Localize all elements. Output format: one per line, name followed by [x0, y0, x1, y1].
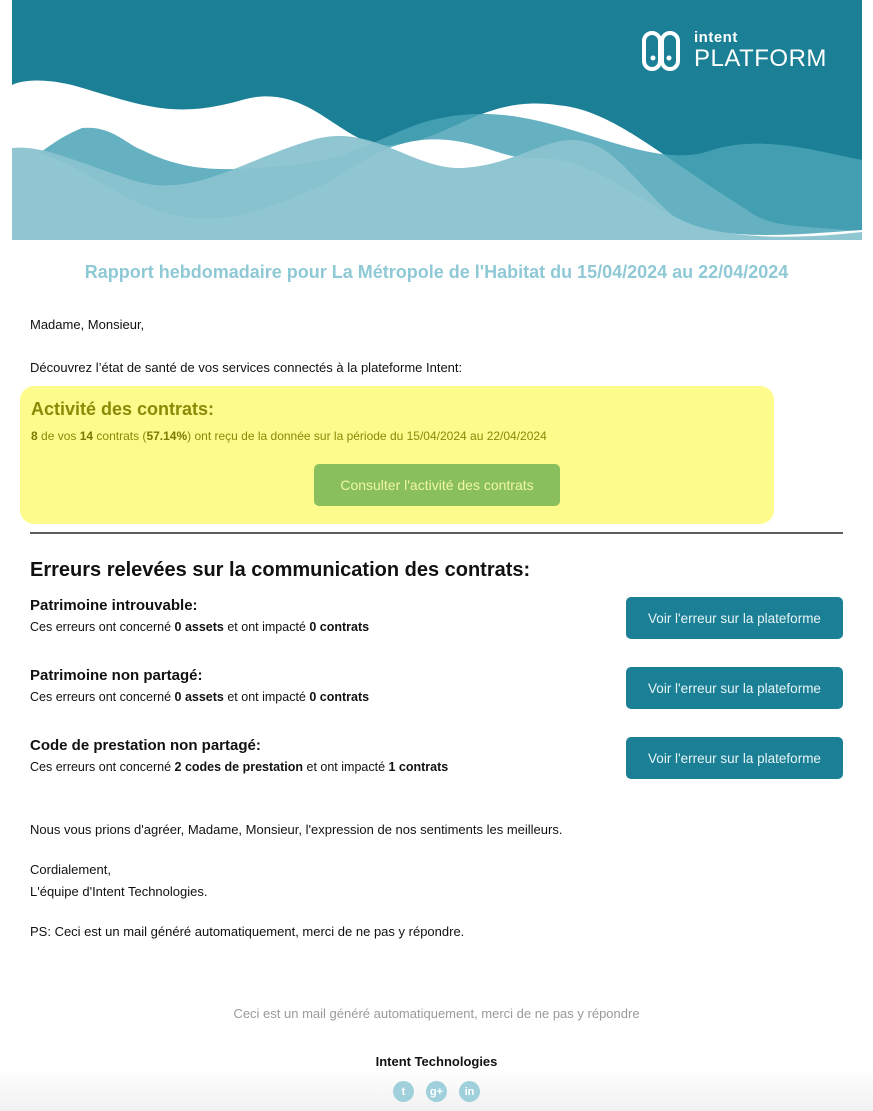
error-value: 0 contrats — [309, 690, 370, 704]
error-description — [30, 690, 369, 704]
error-item-code-prestation — [30, 737, 843, 779]
view-error-button[interactable]: Voir l'erreur sur la plateforme — [626, 667, 843, 709]
error-description — [30, 760, 448, 774]
report-title: Rapport hebdomadaire pour La Métropole de l'Habitat du 15/04/2024 au 22/04/2024 — [84, 262, 789, 282]
regards-text: Cordialement, — [30, 862, 111, 877]
error-item-patrimoine-introuvable — [30, 597, 843, 639]
signature-text: L'équipe d'Intent Technologies. — [30, 884, 208, 899]
error-title: Code de prestation non partagé: — [30, 737, 261, 754]
linkedin-icon[interactable]: in — [459, 1081, 480, 1102]
logo-text-intent: intent — [694, 29, 738, 46]
divider — [30, 532, 843, 534]
error-value: 0 assets — [174, 690, 224, 704]
twitter-icon[interactable]: t — [393, 1081, 414, 1102]
error-title: Patrimoine introuvable: — [30, 597, 198, 614]
footer-note: Ceci est un mail généré automatiquement, merci de ne pas y répondre — [233, 1006, 640, 1021]
contract-activity-card — [20, 386, 774, 524]
greeting: Madame, Monsieur, — [30, 317, 145, 332]
percent-value: 57.14% — [146, 429, 188, 443]
header-banner — [12, 0, 862, 240]
error-item-patrimoine-non-partage — [30, 667, 843, 709]
intent-platform-logo — [642, 30, 827, 71]
ps-text: PS: Ceci est un mail généré automatiquement, merci de ne pas y répondre. — [30, 924, 465, 939]
summary-text: ) ont reçu de la donnée sur la période du 15/04/2024 au 22/04/2024 — [187, 429, 547, 443]
error-text: et ont impacté — [223, 620, 310, 634]
social-links — [0, 1081, 873, 1102]
error-text: Ces erreurs ont concerné — [30, 690, 175, 704]
error-text: et ont impacté — [303, 760, 389, 774]
intent-logo-icon — [642, 31, 680, 71]
view-contract-activity-button[interactable]: Consulter l'activité des contrats — [314, 464, 560, 506]
error-description — [30, 620, 369, 634]
logo-text-platform: PLATFORM — [694, 45, 827, 72]
error-title: Patrimoine non partagé: — [30, 667, 203, 684]
received-count: 8 — [31, 429, 38, 443]
error-value: 1 contrats — [388, 760, 449, 774]
total-count: 14 — [79, 429, 94, 443]
error-text: Ces erreurs ont concerné — [30, 620, 175, 634]
activity-summary — [31, 429, 547, 443]
view-error-button[interactable]: Voir l'erreur sur la plateforme — [626, 597, 843, 639]
intro-text: Découvrez l’état de santé de vos services connectés à la plateforme Intent: — [30, 360, 463, 375]
google-plus-icon[interactable]: g+ — [426, 1081, 447, 1102]
view-error-button[interactable]: Voir l'erreur sur la plateforme — [626, 737, 843, 779]
closing-text: Nous vous prions d'agréer, Madame, Monsieur, l'expression de nos sentiments les meilleurs. — [30, 822, 563, 837]
summary-text: contrats ( — [93, 429, 147, 443]
footer-company: Intent Technologies — [375, 1054, 498, 1069]
error-text: et ont impacté — [223, 690, 310, 704]
activity-title: Activité des contrats: — [31, 399, 215, 419]
error-text: Ces erreurs ont concerné — [30, 760, 175, 774]
error-value: 0 assets — [174, 620, 224, 634]
error-value: 2 codes de prestation — [174, 760, 304, 774]
error-value: 0 contrats — [309, 620, 370, 634]
errors-title: Erreurs relevées sur la communication des contrats: — [30, 559, 531, 581]
summary-text: de vos — [37, 429, 80, 443]
